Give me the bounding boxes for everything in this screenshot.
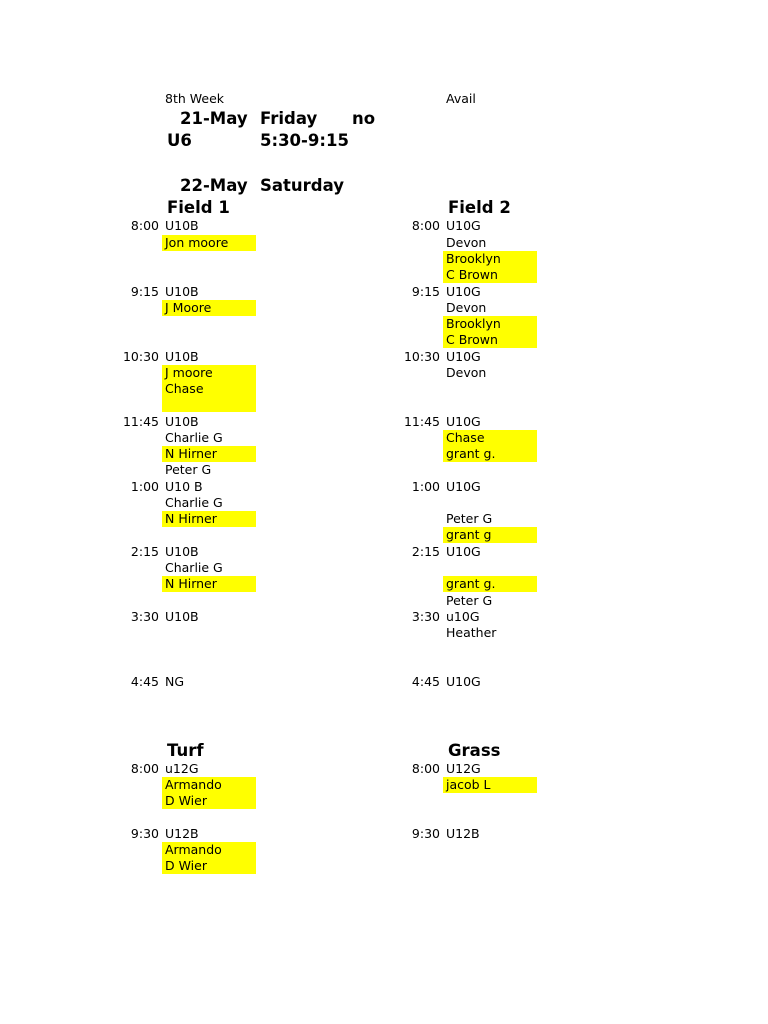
turf-slot-team: u12G (165, 761, 199, 776)
field2-slot-time: 11:45 (403, 414, 440, 429)
field2-slot-time: 10:30 (403, 349, 440, 364)
friday-note: no (352, 109, 376, 128)
field2-slot-person: Peter G (446, 511, 493, 526)
saturday-day: Saturday (260, 176, 344, 195)
field1-slot-person: Chase (162, 381, 256, 412)
field1-slot-team: U10B (165, 609, 199, 624)
field1-slot-team: U10B (165, 218, 199, 233)
field2-slot-time: 2:15 (411, 544, 440, 559)
grass-slot-team: U12B (446, 826, 480, 841)
friday-time: 5:30-9:15 (260, 131, 349, 150)
turf-slot-person: Armando (162, 842, 256, 858)
turf-slot-team: U12B (165, 826, 199, 841)
field2-slot-team: u10G (446, 609, 480, 624)
field1-slot-person: N Hirner (162, 511, 256, 527)
field1-slot-time: 3:30 (130, 609, 159, 624)
friday-group: U6 (167, 131, 192, 150)
field1-title: Field 1 (167, 198, 230, 217)
friday-date: 21-May (180, 109, 248, 128)
grass-slot-time: 8:00 (411, 761, 440, 776)
field2-slot-team: U10G (446, 674, 481, 689)
field2-slot-person: Brooklyn (443, 316, 537, 332)
field1-slot-team: U10 B (165, 479, 203, 494)
field1-slot-time: 10:30 (122, 349, 159, 364)
field2-slot-person: Peter G (446, 593, 493, 608)
turf-slot-person: Armando (162, 777, 256, 793)
field2-slot-team: U10G (446, 544, 481, 559)
field2-slot-person: Devon (446, 365, 487, 380)
field1-slot-time: 2:15 (130, 544, 159, 559)
field2-slot-person: Chase (443, 430, 537, 446)
field1-slot-person: Charlie G (165, 430, 223, 445)
field2-slot-time: 9:15 (411, 284, 440, 299)
grass-slot-person: jacob L (443, 777, 537, 793)
field1-slot-person: Charlie G (165, 495, 223, 510)
field1-slot-person: Jon moore (162, 235, 256, 251)
field1-slot-time: 9:15 (130, 284, 159, 299)
field2-slot-time: 1:00 (411, 479, 440, 494)
field1-slot-person: J Moore (162, 300, 256, 316)
saturday-date: 22-May (180, 176, 248, 195)
field2-slot-team: U10G (446, 349, 481, 364)
turf-slot-person: D Wier (162, 858, 256, 874)
grass-slot-team: U12G (446, 761, 481, 776)
field1-slot-time: 4:45 (130, 674, 159, 689)
turf-slot-time: 8:00 (130, 761, 159, 776)
field2-title: Field 2 (448, 198, 511, 217)
field2-slot-time: 8:00 (411, 218, 440, 233)
field1-slot-team: U10B (165, 544, 199, 559)
avail-label: Avail (446, 91, 476, 106)
field1-slot-team: U10B (165, 349, 199, 364)
field2-slot-team: U10G (446, 218, 481, 233)
field2-slot-person: Heather (446, 625, 497, 640)
field1-slot-person: N Hirner (162, 576, 256, 592)
field1-slot-person: J moore (162, 365, 256, 381)
field1-slot-person: N Hirner (162, 446, 256, 462)
week-label: 8th Week (165, 91, 224, 106)
field2-slot-time: 3:30 (411, 609, 440, 624)
field1-slot-person: Charlie G (165, 560, 223, 575)
field2-slot-person: C Brown (443, 332, 537, 348)
field2-slot-person: grant g. (443, 446, 537, 462)
turf-slot-person: D Wier (162, 793, 256, 809)
field1-slot-time: 1:00 (130, 479, 159, 494)
field2-slot-team: U10G (446, 479, 481, 494)
grass-slot-time: 9:30 (411, 826, 440, 841)
friday-day: Friday (260, 109, 318, 128)
field1-slot-time: 11:45 (122, 414, 159, 429)
field1-slot-time: 8:00 (130, 218, 159, 233)
turf-title: Turf (167, 741, 204, 760)
field1-slot-person: Peter G (165, 462, 212, 477)
field2-slot-person: Brooklyn (443, 251, 537, 267)
field1-slot-team: U10B (165, 284, 199, 299)
field1-slot-team: U10B (165, 414, 199, 429)
field2-slot-person: grant g. (443, 576, 537, 592)
field2-slot-time: 4:45 (411, 674, 440, 689)
field2-slot-team: U10G (446, 284, 481, 299)
grass-title: Grass (448, 741, 501, 760)
field2-slot-person: Devon (446, 300, 487, 315)
field1-slot-team: NG (165, 674, 185, 689)
turf-slot-time: 9:30 (130, 826, 159, 841)
field2-slot-team: U10G (446, 414, 481, 429)
field2-slot-person: C Brown (443, 267, 537, 283)
field2-slot-person: Devon (446, 235, 487, 250)
field2-slot-person: grant g (443, 527, 537, 543)
